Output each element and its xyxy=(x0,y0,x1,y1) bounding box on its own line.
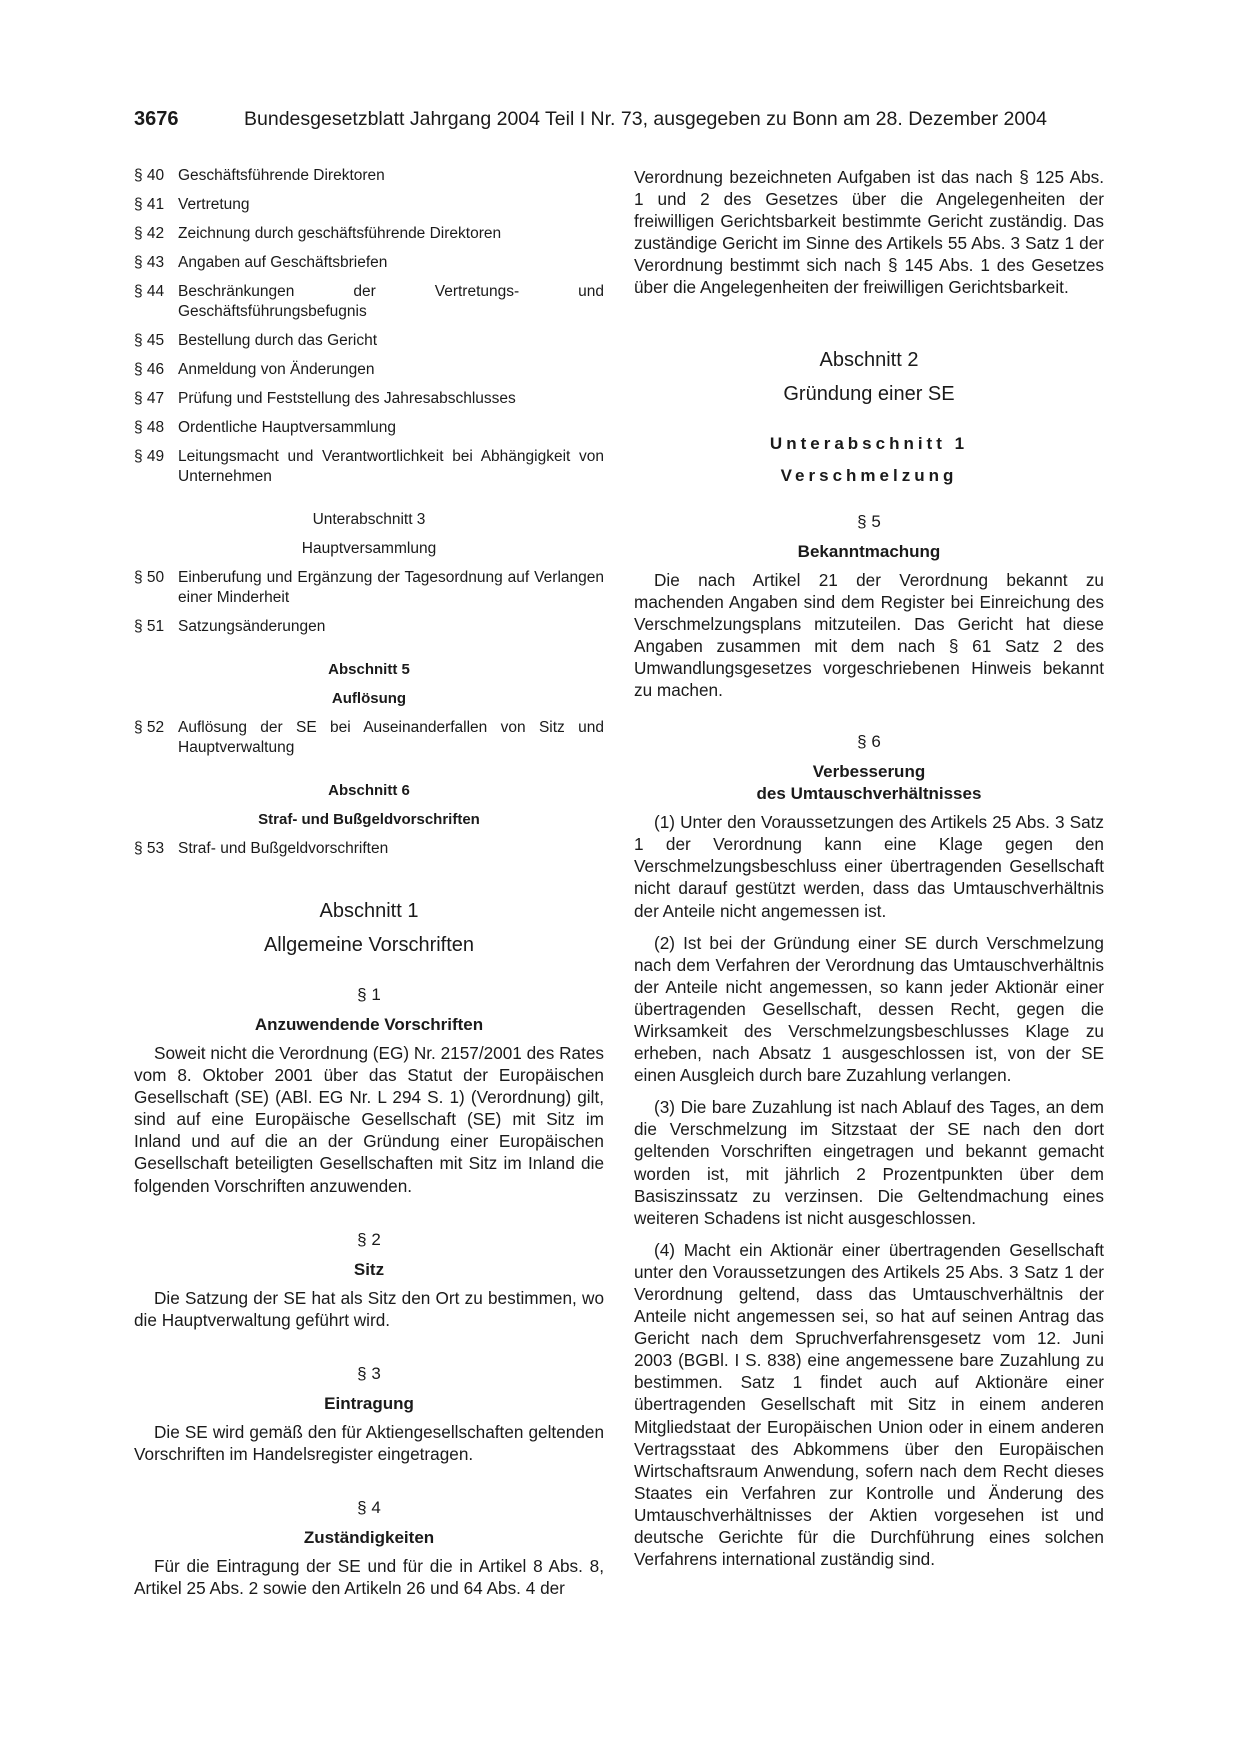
toc-section-title: Auflösung xyxy=(331,690,407,707)
toc-number: § 42 xyxy=(134,225,165,242)
toc-item xyxy=(134,839,604,859)
toc-item xyxy=(134,253,604,273)
toc-text: Zeichnung durch geschäftsführende Direktoren xyxy=(178,225,502,242)
paragraph-text: Die nach Artikel 21 der Verordnung bekannt zu machenden Angaben sind dem Register bei Einreichung des Verschmelzungsplans mitzuteilen. Das Gericht hat diese Angaben zusammen mit dem nach § 61 Satz 2 des Umwandlungsgesetzes vorgeschriebenen Hinweis bekannt zu machen. xyxy=(634,569,1104,701)
toc-section-title: Straf- und Bußgeldvorschriften xyxy=(258,811,480,828)
section-title: Gründung einer SE xyxy=(783,382,955,405)
toc-item xyxy=(134,166,604,186)
toc-number: § 46 xyxy=(134,361,165,378)
toc-text: Anmeldung von Änderungen xyxy=(178,361,375,378)
section-label: Abschnitt 1 xyxy=(319,900,419,922)
paragraph-title-line2: des Umtauschverhältnisses xyxy=(756,784,982,804)
paragraph-number: § 1 xyxy=(357,985,381,1004)
gazette-title: Bundesgesetzblatt Jahrgang 2004 Teil I Nr. 73, ausgegeben zu Bonn am 28. Dezember 2004 xyxy=(244,108,1047,130)
left-column xyxy=(134,166,604,1609)
paragraph-text: Soweit nicht die Verordnung (EG) Nr. 2157/2001 des Rates vom 8. Oktober 2001 über das Statut der Europäischen Gesellschaft (SE) (ABl. EG Nr. L 294 S. 1) (Verordnung) gilt, sind auf eine Europäische Gesellschaft (SE) mit Sitz im Inland und auf die an der Gründung einer Europäischen Gesellschaft beteiligten Gesellschaften mit Sitz im Inland die folgenden Vorschriften anzuwenden. xyxy=(134,1043,605,1196)
toc-item xyxy=(134,224,604,244)
paragraph-text: Für die Eintragung der SE und für die in Artikel 8 Abs. 8, Artikel 25 Abs. 2 sowie den Artikeln 26 und 64 Abs. 4 der xyxy=(134,1556,604,1599)
toc-text: Einberufung und Ergänzung der Tagesordnung auf Verlangen einer Minderheit xyxy=(178,569,604,606)
paragraph-title: Bekanntmachung xyxy=(797,541,941,561)
toc-item xyxy=(134,360,604,380)
paragraph-title: Zuständigkeiten xyxy=(303,1528,435,1548)
toc-text: Ordentliche Hauptversammlung xyxy=(178,419,396,436)
toc-item xyxy=(134,331,604,351)
toc-item xyxy=(134,568,604,608)
paragraph-number: § 5 xyxy=(857,511,881,531)
toc-subsection-title: Hauptversammlung xyxy=(301,540,437,557)
toc-item xyxy=(134,718,604,758)
page-number: 3676 xyxy=(134,108,179,130)
toc-text: Auflösung der SE bei Auseinanderfallen von Sitz und Hauptverwaltung xyxy=(178,719,604,756)
toc-text: Straf- und Bußgeldvorschriften xyxy=(178,840,389,857)
paragraph-number: § 6 xyxy=(857,732,881,752)
paragraph-title: Verbesserung xyxy=(812,762,926,782)
paragraph-number: § 2 xyxy=(357,1229,381,1249)
toc-number: § 44 xyxy=(134,283,165,300)
paragraph-text: Die Satzung der SE hat als Sitz den Ort zu bestimmen, wo die Hauptverwaltung geführt wird. xyxy=(134,1287,604,1330)
toc-subsection-label: Unterabschnitt 3 xyxy=(312,511,426,528)
paragraph-text: (3) Die bare Zuzahlung ist nach Ablauf des Tages, an dem die Verschmelzung im Sitzstaat der SE nach den dort geltenden Vorschriften eingetragen und bekannt gemacht worden ist, mit jährlich 2 Prozentpunkten über dem Basiszinssatz zu verzinsen. Die Geltendmachung eines weiteren Schadens ist nicht ausgeschlossen. xyxy=(634,1097,1104,1228)
toc-text: Geschäftsführende Direktoren xyxy=(178,167,385,184)
toc-section-label: Abschnitt 6 xyxy=(328,782,410,799)
toc-number: § 41 xyxy=(134,196,165,213)
toc-text: Vertretung xyxy=(178,196,250,213)
section-title: Allgemeine Vorschriften xyxy=(263,934,475,956)
toc-number: § 47 xyxy=(134,390,165,407)
paragraph-text: (2) Ist bei der Gründung einer SE durch Verschmelzung nach dem Verfahren der Verordnung das Umtauschverhältnis der Anteile nicht angemessen, so kann jeder Aktionär einer übertragenden Gesellschaft, dessen Recht, gegen die Wirksamkeit des Verschmelzungsbeschlusses Klage zu erheben, nach Absatz 1 ausgeschlossen ist, von der SE einen Ausgleich durch bare Zuzahlung verlangen. xyxy=(634,932,1104,1086)
toc-number: § 53 xyxy=(134,840,165,857)
page-header xyxy=(134,108,1114,131)
toc-item xyxy=(134,418,604,438)
toc-item xyxy=(134,195,604,215)
toc-number: § 48 xyxy=(134,419,165,436)
toc-number: § 43 xyxy=(134,254,165,271)
subsection-label: Unterabschnitt 1 xyxy=(769,433,969,453)
toc-list-b xyxy=(134,568,604,637)
toc-number: § 40 xyxy=(134,167,165,184)
paragraph-number: § 4 xyxy=(357,1498,381,1518)
toc-number: § 52 xyxy=(134,719,165,736)
toc-item xyxy=(134,389,604,409)
paragraph-text: (4) Macht ein Aktionär einer übertragenden Gesellschaft unter den Voraussetzungen des Artikels 25 Abs. 3 Satz 1 der Verordnung geltend, dass das Umtauschverhältnis der Anteile nicht angemessen sei, so hat auf seinen Antrag das Gericht nach dem Spruchverfahrensgesetz vom 12. Juni 2003 (BGBl. I S. 838) eine angemessene bare Zuzahlung zu bestimmen. Satz 1 findet auch auf Aktionäre einer übertragenden Gesellschaft mit Sitz in einem anderen Mitgliedstaat der Europäischen Union oder in einem anderen Vertragsstaat des Abkommens über den Europäischen Wirtschaftsraum Anwendung, sofern nach dem Recht dieses Staates ein Verfahren zur Kontrolle und Änderung des Umtauschverhältnisses der Aktien vorgesehen ist und deutsche Gerichte für die Durchführung eines solchen Verfahrens international zuständig sind. xyxy=(634,1239,1104,1570)
toc-text: Leitungsmacht und Verantwortlichkeit bei Abhängigkeit von Unternehmen xyxy=(178,448,604,485)
toc-item xyxy=(134,282,604,322)
toc-text: Angaben auf Geschäftsbriefen xyxy=(178,254,388,271)
section-label: Abschnitt 2 xyxy=(819,348,919,371)
toc-item xyxy=(134,447,604,487)
toc-number: § 45 xyxy=(134,332,165,349)
toc-section-label: Abschnitt 5 xyxy=(328,661,410,678)
paragraph-title: Sitz xyxy=(353,1259,385,1279)
paragraph-text-continued: Verordnung bezeichneten Aufgaben ist das nach § 125 Abs. 1 und 2 des Gesetzes über die Angelegenheiten der freiwilligen Gerichtsbarkeit bestimmte Gericht zuständig. Das zuständige Gericht im Sinne des Artikels 55 Abs. 3 Satz 1 der Verordnung bestimmt sich nach § 145 Abs. 1 des Gesetzes über die Angelegenheiten der freiwilligen Gerichtsbarkeit. xyxy=(634,167,1104,298)
toc-text: Prüfung und Feststellung des Jahresabschlusses xyxy=(178,390,516,407)
toc-text: Bestellung durch das Gericht xyxy=(178,332,378,349)
right-column xyxy=(634,166,1104,1580)
paragraph-number: § 3 xyxy=(357,1363,381,1383)
toc-number: § 51 xyxy=(134,618,165,635)
paragraph-text: (1) Unter den Voraussetzungen des Artikels 25 Abs. 3 Satz 1 der Verordnung kann eine Klage gegen den Verschmelzungsbeschluss einer übertragenden Gesellschaft nicht darauf gestützt werden, dass das Umtauschverhältnis der Anteile nicht angemessen ist. xyxy=(634,812,1104,921)
toc-text: Beschränkungen der Vertretungs- und Geschäftsführungsbefugnis xyxy=(178,283,604,320)
paragraph-title: Anzuwendende Vorschriften xyxy=(254,1015,484,1034)
toc-list-a xyxy=(134,166,604,487)
toc-number: § 50 xyxy=(134,569,165,586)
toc-text: Satzungsänderungen xyxy=(178,618,326,635)
subsection-title: Verschmelzung xyxy=(780,465,958,485)
paragraph-title: Eintragung xyxy=(324,1393,414,1413)
toc-number: § 49 xyxy=(134,448,165,465)
toc-item xyxy=(134,617,604,637)
paragraph-text: Die SE wird gemäß den für Aktiengesellschaften geltenden Vorschriften im Handelsregister eingetragen. xyxy=(134,1421,604,1464)
